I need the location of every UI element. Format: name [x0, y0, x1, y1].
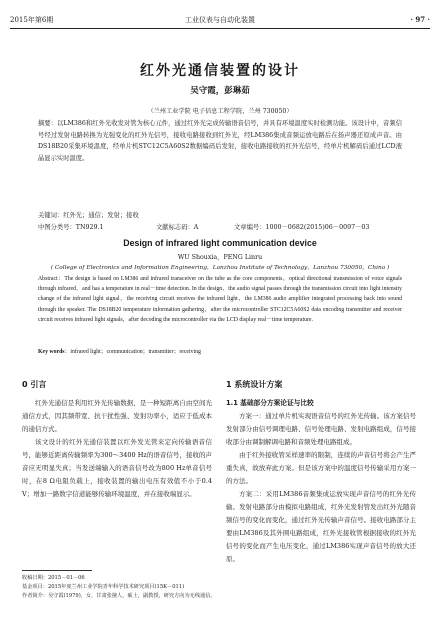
affiliation-cn: （兰州工业学院 电子信息工程学院，兰州 730050）	[147, 108, 293, 115]
clc-number: 中图分类号：TN929.1	[38, 224, 104, 231]
article-title-cn: 红外光通信装置的设计	[140, 63, 300, 79]
body-paragraph: 方案二：采用LM386音频集成运放实现声音信号的红外光传输。发射电路部分由模拟电路组成，红外光发射管发出红外光随音频信号的变化而变化，通过红外光传输声音信号。接收电路部分主要由LM386及其外围电路组成，红外光接收管根据接收的红外光信号的变化而产生电压变化，通过LM386实现声音信号的放大还原。	[226, 490, 416, 563]
abstract-en: Abstract：The design is based on LM386 and infrared transceiver on the tube as the core components，optical directional transmission of voice signals through infrared，and has a temperature in real－time detection. In the design，the audio signal passes through the transmission circuit into light intensity change of the infrared light signal，the receiving circuit receives the infrared light，the LM386 audio amplifier integrated processing back into sound through the speaker. The DS18B20 temperature information gathering，after the microcontroller STC12C5A60S2 data encoding transmitter and receiver circuit receives infrared light signals，after decoding the microcontroller via the LCD display real－time temperature.	[38, 276, 402, 323]
footnotes	[22, 574, 217, 601]
running-head	[10, 14, 430, 26]
body-paragraph: 方案一：通过单片机实现语音信号的红外光传输。该方案信号发射部分由信号调理电路、信号处理电路、发射电路组成，信号接收部分由调制解调电路和音频处理电路组成。	[226, 412, 416, 446]
document-code: 文献标志码：A	[156, 224, 199, 231]
footnote-rule	[22, 570, 92, 571]
body-column-right	[226, 378, 416, 566]
journal-name: 工业仪表与自动化装置	[185, 16, 255, 24]
page-number: · 97 ·	[410, 15, 430, 24]
issue-label: 2015年第6期	[10, 16, 54, 24]
keywords-en-label: Key words	[38, 349, 65, 355]
keywords-en	[38, 346, 402, 355]
body-paragraph: 该文设计的红外光通信装置以红外发光管来定向传输语音信号，能够近距离传输频率为300～3400 Hz的语音信号，接收的声音应无明显失真；当发送端输入的语音信号改为800 Hz单音信号时，在8 Ω电阻负载上，接收装置的输出电压有效值不小于0.4 V；增加一路数字信道能够传输环境温度，并在接收端显示。	[22, 438, 212, 498]
footnote-received: 收稿日期：2015－01－06	[22, 575, 85, 581]
article-number: 文章编号：1000－0682(2015)06－0097－03	[234, 224, 370, 231]
keywords-en-list: ：infrared light；communication；transmitter；receiving	[64, 349, 201, 355]
footnote-author: 作者简介：吴守霞(1979)，女，甘肃张掖人，硕士，副教授，研究方向为无线通信。	[22, 593, 216, 599]
authors-en: WU Shouxia，PENG Linru	[177, 254, 263, 261]
footnote-fund: 基金项目：2015年度兰州工业学院青年科学技术研究项目(15K－011)	[22, 584, 185, 590]
authors-cn: 吴守霞，彭琳茹	[190, 86, 250, 96]
body-paragraph: 红外光通信是利用红外光传输数据，是一种短距离自由空间光通信方式，因其频带宽、抗干扰性强、发射功率小，适应于低成本的通信方式。	[22, 399, 212, 433]
subsection-heading: 1.1 基础部分方案论证与比较	[226, 399, 314, 407]
keywords-cn: 关键词：红外光；通信；发射；接收	[38, 212, 139, 219]
abstract-cn: 摘要：以LM386和红外光收发对管为核心元件，通过红外光完成传输语音信号，并具有环境温度实时检测功能。该设计中，音频信号经过发射电路转换为光强变化的红外光信号，接收电路接收到红外光，经LM386集成音频运放电路后在扬声器还原成声音。由DS18B20采集环境温度，经单片机STC12C5A60S2数据编码后发射，接收电路接收的红外光信号，经单片机解码后通过LCD液晶显示实时温度。	[38, 120, 402, 162]
article-title-en: Design of infrared light communication device	[123, 238, 317, 248]
affiliation-en: ( College of Electronics and Information Engineering，Lanzhou Institute of Technology，Lanzhou 730050，China )	[50, 265, 390, 271]
section-heading-intro: 0 引言	[22, 380, 47, 389]
section-heading-design: 1 系统设计方案	[226, 380, 283, 389]
header-rule	[10, 28, 430, 29]
body-column-left	[22, 378, 212, 501]
body-paragraph: 由于红外接收管采样速率的限制，连续的声音信号将会产生严重失真，故放弃此方案。但是该方案中的温度信号传输采用方案一的方法。	[226, 451, 416, 485]
